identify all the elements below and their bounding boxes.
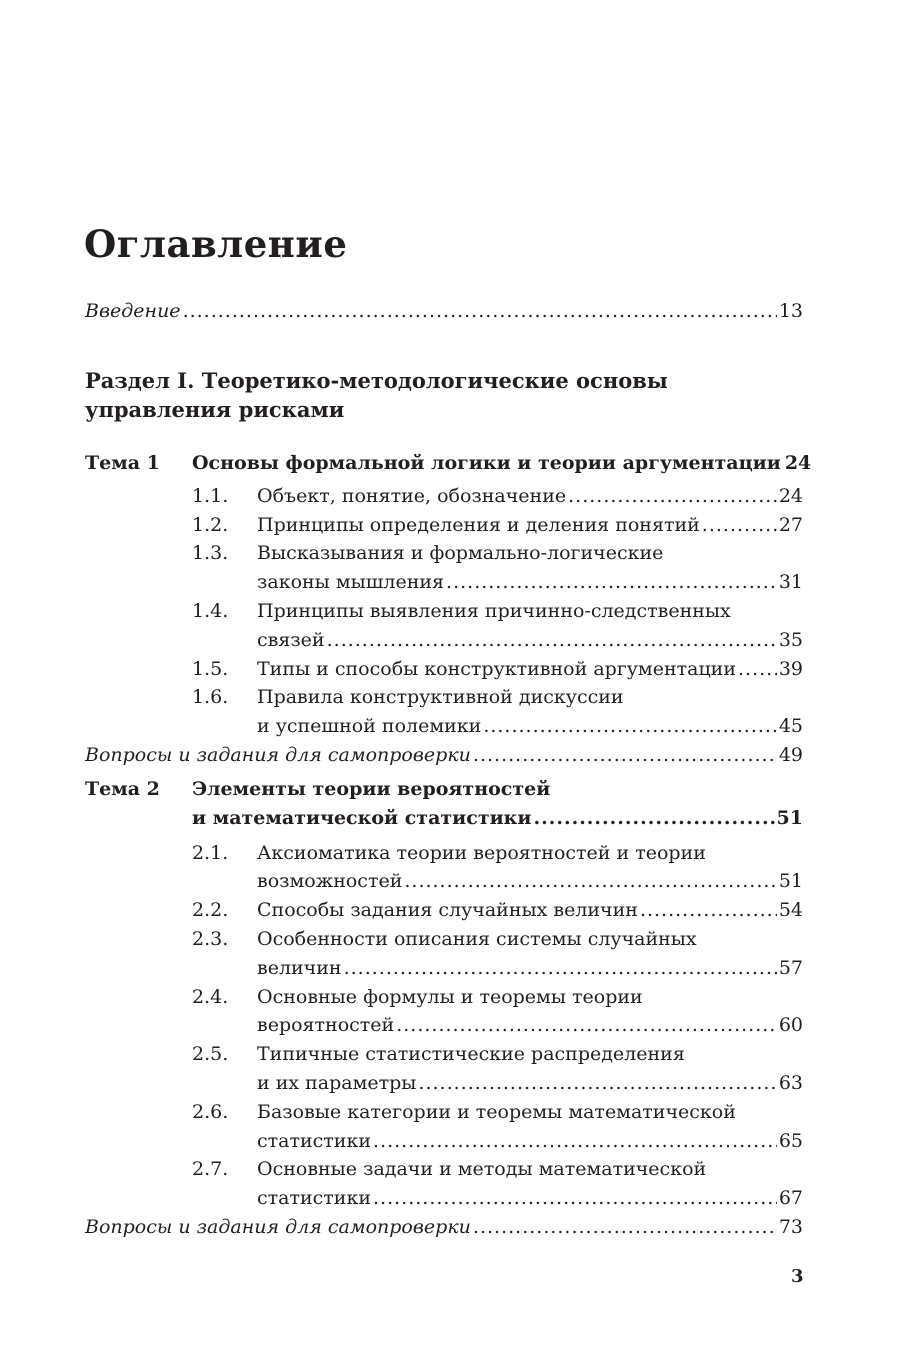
- entry-number: 1.1.: [192, 484, 229, 507]
- entry-label: и их параметры: [257, 1072, 417, 1094]
- entry-page: 51: [776, 806, 803, 829]
- entry-page: 73: [778, 1216, 803, 1238]
- entry-label: Принципы выявления причинно-следственных: [257, 600, 731, 622]
- entry-label: величин: [257, 956, 342, 979]
- toc-subentry[interactable]: [192, 511, 803, 540]
- page-title: Оглавление: [84, 222, 348, 266]
- entry-page: 63: [778, 1072, 803, 1094]
- dot-leader: [373, 1127, 777, 1156]
- toc-subentry[interactable]: [192, 1155, 803, 1184]
- entry-number: 2.4.: [192, 985, 229, 1008]
- entry-page: 67: [778, 1187, 803, 1210]
- dot-leader: [473, 741, 777, 770]
- dot-leader: [373, 1184, 777, 1213]
- entry-number: 2.6.: [192, 1100, 229, 1123]
- entry-label: Основные формулы и теоремы теории: [257, 985, 643, 1008]
- entry-page: 51: [778, 870, 803, 893]
- section-heading: [85, 366, 668, 424]
- entry-page: 13: [778, 300, 803, 322]
- entry-page: 65: [778, 1129, 803, 1152]
- entry-page: 31: [778, 571, 803, 594]
- toc-subentry[interactable]: [192, 482, 803, 511]
- entry-number: 1.4.: [192, 600, 229, 622]
- section-heading-line: Раздел I. Теоретико-методологические основы: [85, 368, 668, 393]
- toc-topic[interactable]: [85, 449, 812, 478]
- entry-number: 2.3.: [192, 928, 229, 950]
- toc-subentry[interactable]: [257, 867, 803, 896]
- toc-subentry[interactable]: [257, 568, 803, 597]
- entry-label: законы мышления: [257, 571, 445, 594]
- toc-topic[interactable]: [192, 804, 803, 833]
- dot-leader: [344, 954, 777, 983]
- entry-label: Вопросы и задания для самопроверки: [85, 744, 471, 766]
- toc-subentry[interactable]: [257, 1069, 803, 1098]
- entry-number: 1.3.: [192, 542, 229, 565]
- toc-subentry[interactable]: [257, 954, 803, 983]
- section-heading-line: управления рисками: [85, 397, 345, 422]
- entry-page: 27: [778, 513, 803, 536]
- dot-leader: [640, 896, 777, 925]
- entry-number: 1.6.: [192, 686, 229, 709]
- entry-page: 54: [778, 899, 803, 922]
- toc-subentry[interactable]: [192, 896, 803, 925]
- entry-label: Высказывания и формально-логические: [257, 542, 664, 565]
- entry-number: 1.5.: [192, 657, 229, 680]
- entry-page: 39: [778, 657, 803, 680]
- toc-subentry[interactable]: [192, 839, 803, 868]
- entry-page: 57: [778, 956, 803, 979]
- entry-label: вероятностей: [257, 1014, 395, 1037]
- dot-leader: [702, 511, 777, 540]
- toc-subentry[interactable]: [192, 655, 803, 684]
- dot-leader: [404, 867, 776, 896]
- dot-leader: [473, 1213, 777, 1242]
- entry-number: 2.7.: [192, 1158, 229, 1181]
- dot-leader: [327, 626, 777, 655]
- toc-subentry[interactable]: [192, 539, 803, 568]
- entry-page: 45: [778, 715, 803, 738]
- toc-subentry[interactable]: [192, 683, 803, 712]
- entry-page: 24: [784, 452, 812, 474]
- dot-leader: [183, 297, 777, 326]
- entry-label: Аксиоматика теории вероятностей и теории: [257, 841, 706, 864]
- dot-leader: [738, 655, 777, 684]
- entry-number: 2.5.: [192, 1043, 229, 1066]
- entry-number: 2.1.: [192, 841, 229, 864]
- topic-label: Тема 2: [85, 778, 160, 800]
- toc-subentry[interactable]: [192, 925, 803, 954]
- toc-subentry[interactable]: [257, 712, 803, 741]
- toc-subentry[interactable]: [257, 626, 803, 655]
- entry-label: Типичные статистические распределения: [257, 1043, 685, 1066]
- entry-label: Введение: [85, 300, 181, 322]
- entry-page: 60: [778, 1014, 803, 1037]
- entry-label: и успешной полемики: [257, 715, 482, 738]
- toc-entry-review[interactable]: [85, 1213, 803, 1242]
- entry-number: 2.2.: [192, 899, 229, 922]
- toc-topic[interactable]: [85, 775, 803, 804]
- entry-label: Основы формальной логики и теории аргументации: [192, 452, 781, 474]
- entry-label: и математической статистики: [192, 806, 532, 829]
- entry-label: Основные задачи и методы математической: [257, 1158, 707, 1181]
- dot-leader: [534, 804, 775, 833]
- entry-page: 49: [778, 744, 803, 766]
- entry-page: 24: [778, 484, 803, 507]
- dot-leader: [418, 1069, 776, 1098]
- entry-label: Базовые категории и теоремы математической: [257, 1100, 736, 1123]
- page-number: 3: [791, 1266, 804, 1287]
- entry-label: возможностей: [257, 870, 403, 893]
- entry-label: Типы и способы конструктивной аргументации: [257, 657, 737, 680]
- toc-subentry[interactable]: [192, 1098, 803, 1127]
- entry-label: статистики: [257, 1187, 372, 1210]
- toc-entry-review[interactable]: [85, 741, 803, 770]
- dot-leader: [396, 1011, 777, 1040]
- entry-label: связей: [257, 628, 325, 651]
- dot-leader: [446, 568, 777, 597]
- toc-subentry[interactable]: [192, 1040, 803, 1069]
- toc-subentry[interactable]: [192, 983, 803, 1012]
- entry-label: Вопросы и задания для самопроверки: [85, 1216, 471, 1238]
- entry-label: статистики: [257, 1129, 372, 1152]
- toc-entry-intro[interactable]: [85, 297, 803, 326]
- entry-label: Объект, понятие, обозначение: [257, 484, 567, 507]
- dot-leader: [568, 482, 777, 511]
- toc-subentry[interactable]: [257, 1127, 803, 1156]
- entry-label: Элементы теории вероятностей: [192, 778, 551, 800]
- entry-label: Правила конструктивной дискуссии: [257, 686, 624, 709]
- entry-label: Принципы определения и деления понятий: [257, 513, 700, 536]
- entry-page: 35: [778, 628, 803, 651]
- entry-label: Способы задания случайных величин: [257, 899, 638, 922]
- entry-label: Особенности описания системы случайных: [257, 928, 697, 950]
- toc-subentry[interactable]: [257, 1011, 803, 1040]
- toc-subentry[interactable]: [257, 1184, 803, 1213]
- toc-subentry[interactable]: [192, 597, 803, 626]
- topic-label: Тема 1: [85, 452, 160, 474]
- entry-number: 1.2.: [192, 513, 229, 536]
- dot-leader: [483, 712, 777, 741]
